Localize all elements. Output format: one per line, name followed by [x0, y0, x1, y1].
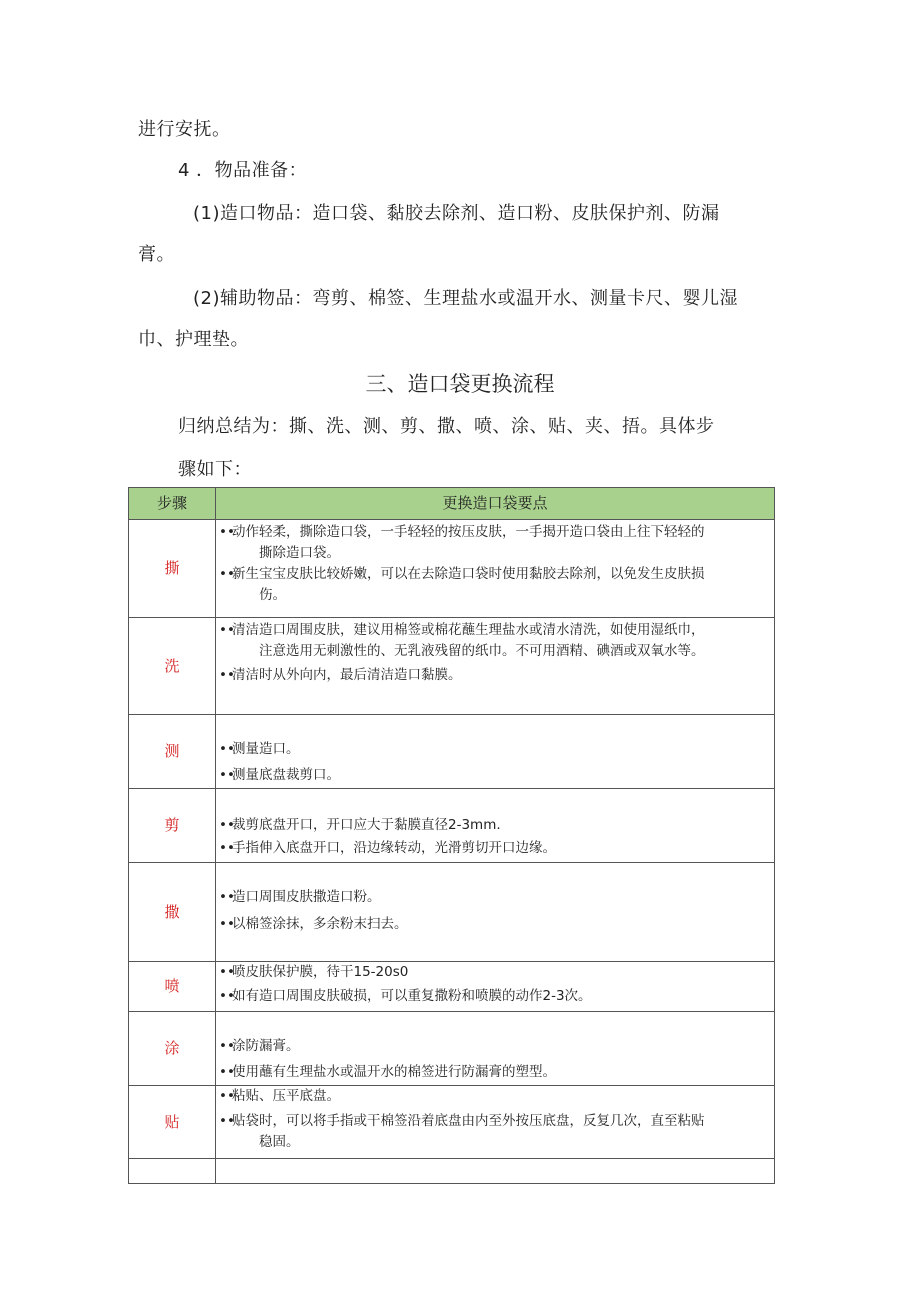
step-label: 撒 [129, 863, 216, 962]
point-text: 稳固。 [259, 1134, 300, 1150]
step-points [216, 962, 775, 1012]
item-2-line1: (2)辅助物品：弯剪、棉签、生理盐水或温开水、测量卡尺、婴儿湿 [193, 288, 738, 309]
point-text: 使用蘸有生理盐水或温开水的棉签进行防漏膏的塑型。 [232, 1064, 556, 1080]
point-text: 注意选用无刺激性的、无乳液残留的纸巾。不可用酒精、碘酒或双氧水等。 [259, 643, 705, 659]
point-text: 手指伸入底盘开口，沿边缘转动，光滑剪切开口边缘。 [232, 840, 556, 856]
section-title: 三、造口袋更换流程 [365, 372, 555, 396]
point-text: 贴袋时，可以将手指或干棉签沿着底盘由内至外按压底盘，反复几次，直至粘贴 [232, 1113, 705, 1129]
item-1-line1: (1)造口物品：造口袋、黏胶去除剂、造口粉、皮肤保护剂、防漏 [193, 203, 720, 224]
bullet: •• [219, 1088, 235, 1104]
intro-line: 进行安抚。 [138, 119, 231, 140]
step-label: 剪 [129, 789, 216, 863]
table-row [129, 1012, 775, 1086]
step-points [216, 1012, 775, 1086]
bullet: •• [219, 889, 235, 905]
table-row [129, 789, 775, 863]
bullet: •• [219, 817, 235, 833]
step-label: 测 [129, 715, 216, 789]
table-row [129, 618, 775, 715]
bullet: •• [219, 622, 235, 638]
point-text: 裁剪底盘开口，开口应大于黏膜直径2-3mm. [232, 817, 501, 833]
bullet: •• [219, 988, 235, 1004]
point-text: 撕除造口袋。 [259, 545, 340, 561]
table-row [129, 1086, 775, 1159]
bullet: •• [219, 741, 235, 757]
point-text: 动作轻柔，撕除造口袋，一手轻轻的按压皮肤，一手揭开造口袋由上往下轻轻的 [232, 524, 705, 540]
bullet: •• [219, 964, 235, 980]
empty-cell [216, 1159, 775, 1184]
point-text: 如有造口周围皮肤破损，可以重复撒粉和喷膜的动作2-3次。 [232, 988, 592, 1004]
step-points [216, 863, 775, 962]
point-text: 造口周围皮肤撒造口粉。 [232, 889, 381, 905]
step-label: 撕 [129, 520, 216, 618]
table-row [129, 715, 775, 789]
point-text: 清洁时从外向内，最后清洁造口黏膜。 [232, 667, 462, 683]
step-label: 洗 [129, 618, 216, 715]
step-label: 喷 [129, 962, 216, 1012]
point-text: 新生宝宝皮肤比较娇嫩，可以在去除造口袋时使用黏胶去除剂，以免发生皮肤损 [232, 566, 705, 582]
point-text: 测量底盘裁剪口。 [232, 767, 340, 783]
empty-cell [129, 1159, 216, 1184]
header-step: 步骤 [129, 488, 216, 520]
bullet: •• [219, 667, 235, 683]
point-text: 测量造口。 [232, 741, 300, 757]
table-row [129, 863, 775, 962]
summary-line2: 骤如下： [178, 459, 252, 480]
bullet: •• [219, 840, 235, 856]
bullet: •• [219, 916, 235, 932]
table-row-empty [129, 1159, 775, 1184]
table-row [129, 520, 775, 618]
step-points [216, 618, 775, 715]
bullet: •• [219, 1064, 235, 1080]
bullet: •• [219, 767, 235, 783]
bullet: •• [219, 524, 235, 540]
point-text: 清洁造口周围皮肤，建议用棉签或棉花蘸生理盐水或清水清洗，如使用湿纸巾， [232, 622, 705, 638]
table-row [129, 962, 775, 1012]
bullet: •• [219, 1113, 235, 1129]
point-text: 喷皮肤保护膜，待干15-20s0 [232, 964, 409, 980]
point-text: 以棉签涂抹，多余粉末扫去。 [232, 916, 408, 932]
item-1-line2: 膏。 [138, 244, 175, 265]
step-points [216, 1086, 775, 1159]
step-points [216, 715, 775, 789]
bullet: •• [219, 566, 235, 582]
header-points: 更换造口袋要点 [216, 488, 775, 520]
steps-table [128, 487, 775, 1184]
point-text: 涂防漏膏。 [232, 1038, 300, 1054]
step-label: 涂 [129, 1012, 216, 1086]
item-2-line2: 巾、护理垫。 [138, 329, 249, 350]
step-points [216, 520, 775, 618]
step-label: 贴 [129, 1086, 216, 1159]
step-points [216, 789, 775, 863]
summary-line1: 归纳总结为：撕、洗、测、剪、撒、喷、涂、贴、夹、捂。具体步 [178, 416, 715, 437]
point-text: 伤。 [259, 587, 286, 603]
bullet: •• [219, 1038, 235, 1054]
item-4-heading: 4 ．物品准备： [178, 160, 308, 181]
point-text: 粘贴、压平底盘。 [232, 1088, 340, 1104]
